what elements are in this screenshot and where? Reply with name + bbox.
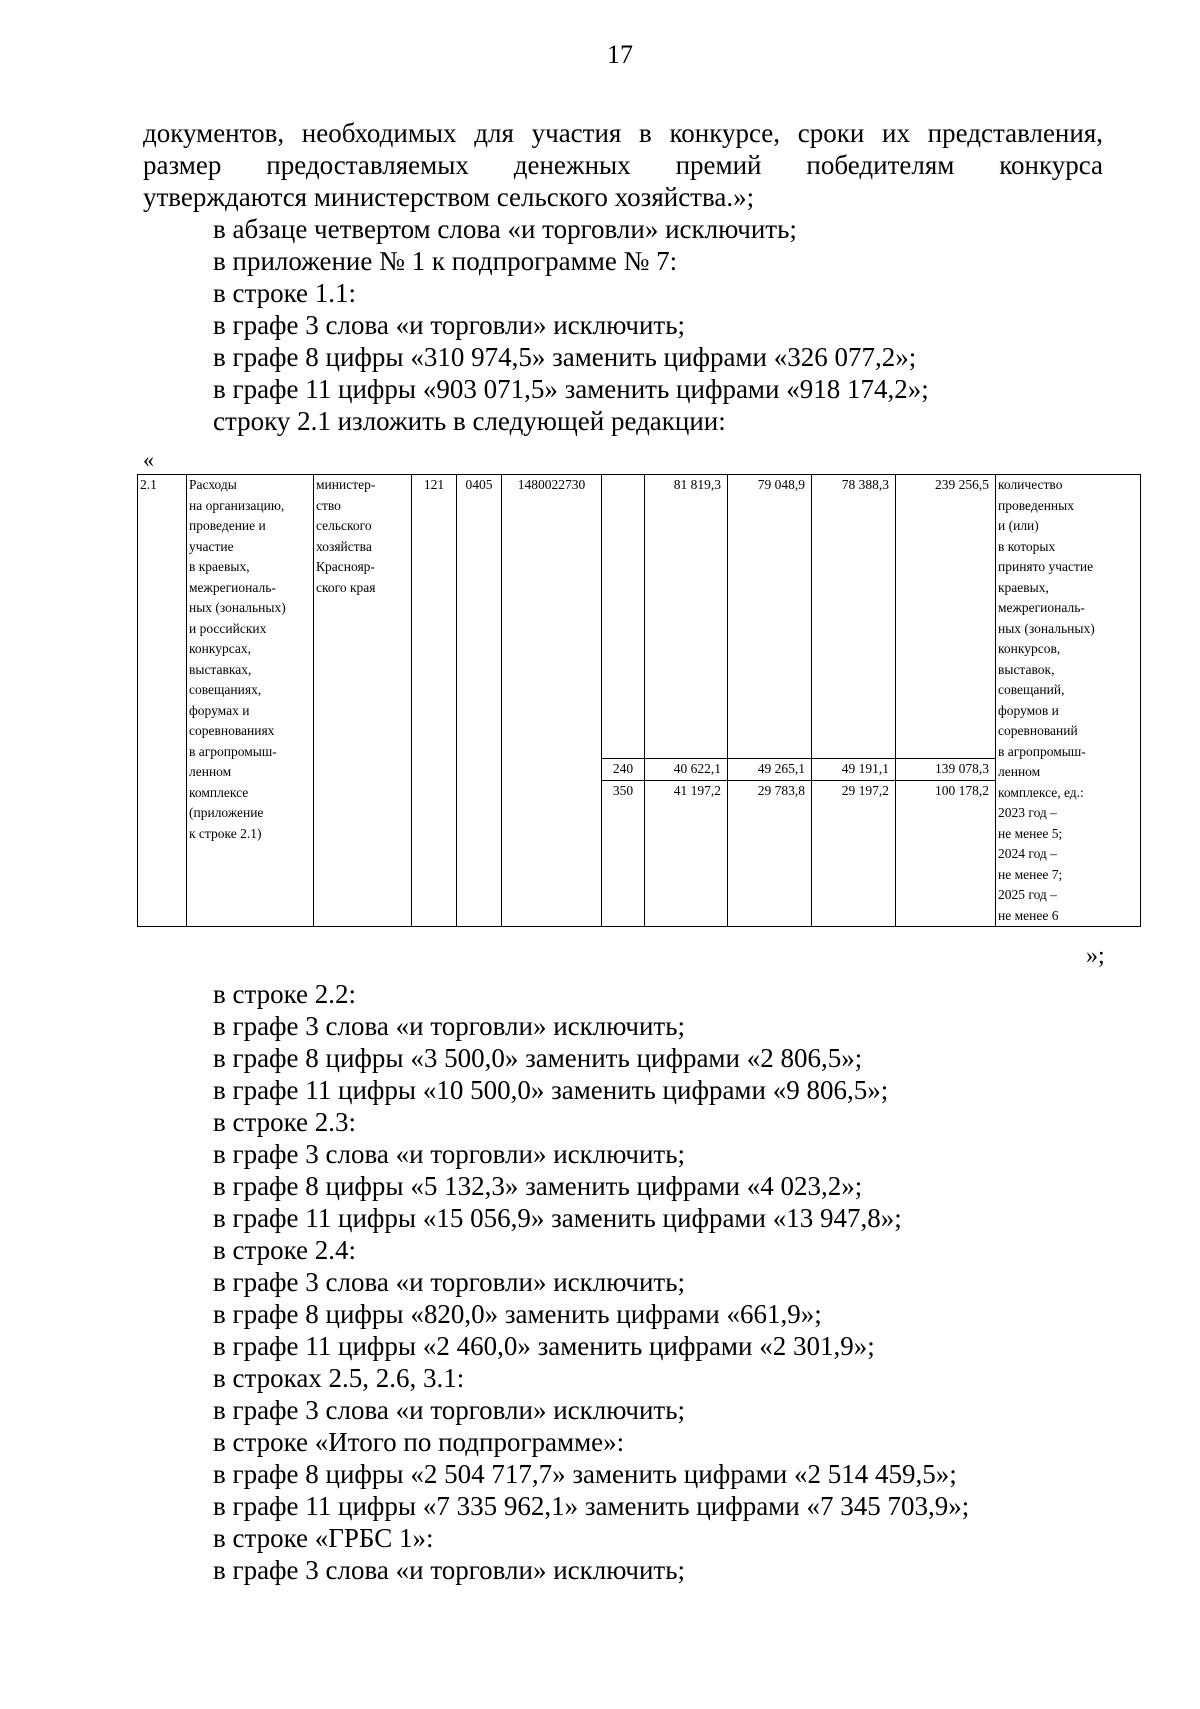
paragraph: в приложение № 1 к подпрограмме № 7: xyxy=(213,246,678,276)
total-sum: 239 256,5 xyxy=(896,475,996,759)
paragraph: в строке «Итого по подпрограмме»: xyxy=(213,1427,625,1457)
paragraph: в строке 2.2: xyxy=(213,979,357,1009)
total-2024: 79 048,9 xyxy=(728,475,812,759)
intro-line-2: размер предоставляемых денежных премий победителям конкурса xyxy=(143,150,1103,180)
vr-code: 240 xyxy=(602,758,645,780)
paragraph: в абзаце четвертом слова «и торговли» исключить; xyxy=(213,214,797,244)
paragraph: в графе 11 цифры «15 056,9» заменить цифрами «13 947,8»; xyxy=(213,1203,902,1233)
value-2023: 40 622,1 xyxy=(645,758,728,780)
paragraph: в графе 8 цифры «820,0» заменить цифрами «661,9»; xyxy=(213,1299,822,1329)
value-2025: 29 197,2 xyxy=(812,780,896,927)
vr-total xyxy=(602,475,645,759)
intro-line-3: утверждаются министерством сельского хозяйства.»; xyxy=(143,182,755,212)
paragraph: в графе 8 цифры «3 500,0» заменить цифрами «2 806,5»; xyxy=(213,1043,863,1073)
paragraph: строку 2.1 изложить в следующей редакции: xyxy=(213,406,726,436)
value-2024: 49 265,1 xyxy=(728,758,812,780)
total-2023: 81 819,3 xyxy=(645,475,728,759)
quote-close: »; xyxy=(1086,943,1105,969)
paragraph: в графе 11 цифры «10 500,0» заменить цифрами «9 806,5»; xyxy=(213,1075,889,1105)
paragraph: в графе 3 слова «и торговли» исключить; xyxy=(213,1139,686,1169)
expense-name: Расходы на организацию, проведение и участие в краевых, межрегиональ- ных (зональных) и российских конкурсах, выставках, совещаниях, форумах и соревнованиях в агропромыш- ленном комплексе (приложение к строке 2.1) xyxy=(187,475,314,927)
vr-code: 350 xyxy=(602,780,645,927)
paragraph: в графе 8 цифры «2 504 717,7» заменить цифрами «2 514 459,5»; xyxy=(213,1459,957,1489)
csr-code: 1480022730 xyxy=(502,475,602,927)
grbs-name: министер- ство сельского хозяйства Краснояр- ского края xyxy=(314,475,412,927)
paragraph: в строке 2.4: xyxy=(213,1235,357,1265)
paragraph: в графе 8 цифры «5 132,3» заменить цифрами «4 023,2»; xyxy=(213,1171,863,1201)
expected-result: количество проведенных и (или) в которых принято участие краевых, межрегиональ- ных (зональных) конкурсов, выставок, совещаний, форумов и соревнований в агропромыш- ленном комплексе, ед.: 2023 год – не менее 5; 2024 год – не менее 7; 2025 год – не менее 6 xyxy=(996,475,1141,927)
grbs-code: 121 xyxy=(412,475,457,927)
paragraph: в строках 2.5, 2.6, 3.1: xyxy=(213,1363,465,1393)
paragraph: в графе 11 цифры «7 335 962,1» заменить цифрами «7 345 703,9»; xyxy=(213,1491,970,1521)
rzpr-code: 0405 xyxy=(457,475,502,927)
value-2024: 29 783,8 xyxy=(728,780,812,927)
paragraph: в графе 3 слова «и торговли» исключить; xyxy=(213,1267,686,1297)
paragraph: в графе 8 цифры «310 974,5» заменить цифрами «326 077,2»; xyxy=(213,342,917,372)
value-2025: 49 191,1 xyxy=(812,758,896,780)
paragraph: в графе 11 цифры «2 460,0» заменить цифрами «2 301,9»; xyxy=(213,1331,875,1361)
total-2025: 78 388,3 xyxy=(812,475,896,759)
paragraph: в графе 3 слова «и торговли» исключить; xyxy=(213,1395,686,1425)
paragraph: в строке 1.1: xyxy=(213,278,357,308)
value-sum: 100 178,2 xyxy=(896,780,996,927)
row-number: 2.1 xyxy=(138,475,187,927)
value-2023: 41 197,2 xyxy=(645,780,728,927)
paragraph: в графе 3 слова «и торговли» исключить; xyxy=(213,310,686,340)
paragraph: в строке «ГРБС 1»: xyxy=(213,1523,434,1553)
value-sum: 139 078,3 xyxy=(896,758,996,780)
quote-open: « xyxy=(143,447,154,472)
page-number: 17 xyxy=(607,40,633,69)
paragraph: в графе 3 слова «и торговли» исключить; xyxy=(213,1555,686,1585)
budget-table xyxy=(137,474,1141,927)
table-row xyxy=(138,475,1141,759)
paragraph: в графе 11 цифры «903 071,5» заменить цифрами «918 174,2»; xyxy=(213,374,929,404)
intro-line-1: документов, необходимых для участия в конкурсе, сроки их представления, xyxy=(143,118,1103,148)
paragraph: в строке 2.3: xyxy=(213,1107,357,1137)
paragraph: в графе 3 слова «и торговли» исключить; xyxy=(213,1011,686,1041)
